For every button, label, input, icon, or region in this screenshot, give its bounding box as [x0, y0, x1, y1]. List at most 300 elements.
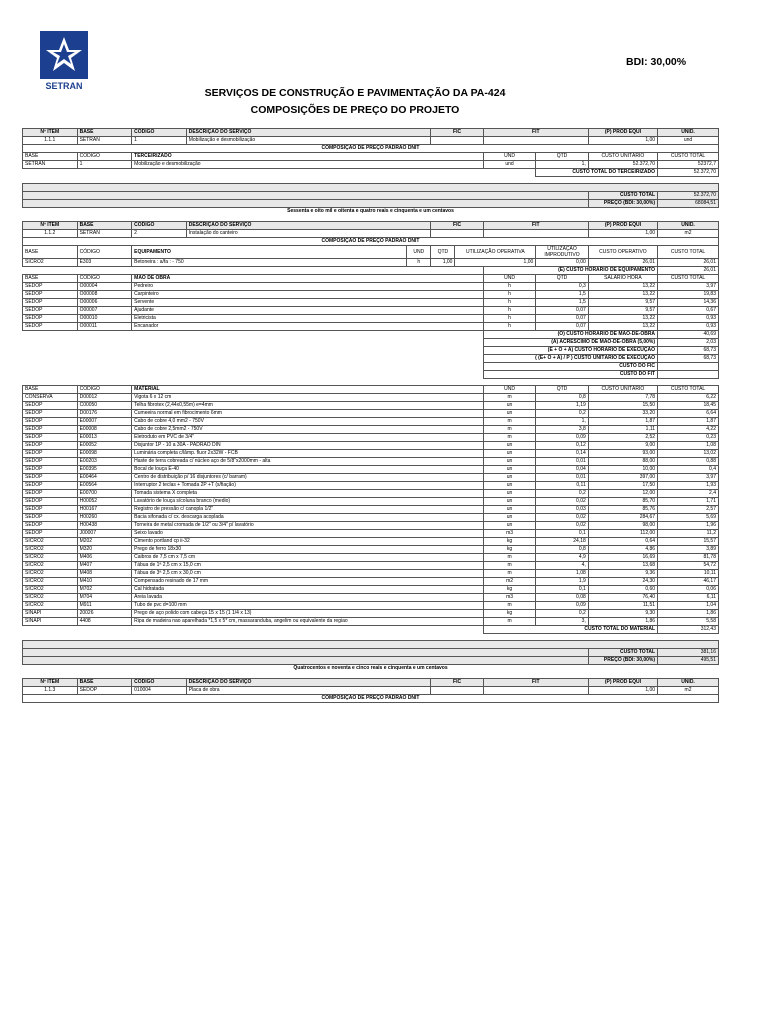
table-cell: UTILIZAÇÃO OPERATIVA: [455, 246, 536, 259]
table-cell: [483, 137, 588, 145]
table-cell: Tábua de 1ª 2,5 cm x 15,0 cm: [132, 562, 484, 570]
table-cell: FIC: [431, 222, 483, 230]
table-cell: UNID.: [658, 222, 719, 230]
table-cell: un: [483, 506, 535, 514]
table-cell: H00260: [77, 514, 132, 522]
table-cell: 52.372,70: [658, 192, 719, 200]
material-row: [23, 450, 719, 458]
table-cell: [431, 230, 483, 238]
table-cell: 495,51: [658, 657, 719, 665]
table-cell: 81,78: [658, 554, 719, 562]
table-cell: COMPOSIÇÃO DE PREÇO PADRÃO DNIT: [23, 145, 719, 153]
table-cell: CUSTO TOTAL: [658, 275, 719, 283]
material-row: [23, 538, 719, 546]
table-cell: SICRO2: [23, 594, 78, 602]
table-cell: CUSTO TOTAL: [588, 192, 657, 200]
table-cell: M704: [77, 594, 132, 602]
table-cell: Telha fibrotex (2,44x0,55m) e=4mm: [132, 402, 484, 410]
table-cell: CUSTO DO FIT: [483, 371, 657, 379]
table-cell: FIT: [483, 129, 588, 137]
table-cell: 3,97: [658, 283, 719, 291]
table-cell: un: [483, 466, 535, 474]
price-in-words: Quatrocentos e noventa e cinco reais e cinquenta e um centavos: [293, 665, 448, 671]
table-cell: 0,11: [536, 482, 588, 490]
table-cell: 0,1: [536, 586, 588, 594]
table-cell: E00007: [77, 418, 132, 426]
page-subtitle: COMPOSIÇÕES DE PREÇO DO PROJETO: [250, 104, 460, 116]
table-cell: SICRO2: [23, 570, 78, 578]
table-cell: un: [483, 450, 535, 458]
table-cell: SETRAN: [77, 230, 132, 238]
table-cell: 3,97: [658, 474, 719, 482]
table-cell: 6,11: [658, 594, 719, 602]
table-cell: SEDOP: [23, 450, 78, 458]
table-cell: 1,87: [588, 418, 657, 426]
table-cell: 15,57: [658, 538, 719, 546]
table-cell: BASE: [77, 222, 132, 230]
table-cell: 1,: [536, 161, 588, 169]
table-cell: 1,00: [588, 687, 657, 695]
table-cell: 0,09: [536, 602, 588, 610]
labor-header-row: [23, 275, 719, 283]
material-row: [23, 530, 719, 538]
table-cell: [483, 230, 588, 238]
table-cell: 2,4: [658, 490, 719, 498]
table-cell: 1,00: [588, 230, 657, 238]
table-cell: 26,01: [658, 267, 719, 275]
summary-price-row: [23, 200, 719, 208]
material-row: [23, 482, 719, 490]
table-cell: m2: [658, 230, 719, 238]
table-cell: 397,00: [588, 474, 657, 482]
table-cell: Cabo de cobre 4,0 mm2 - 750V: [132, 418, 484, 426]
table-cell: BASE: [77, 129, 132, 137]
price-in-words: Sessenta e oito mil e oitenta e quatro reais e cinquenta e um centavos: [287, 208, 454, 214]
material-row: [23, 570, 719, 578]
table-cell: [23, 192, 589, 200]
fic-row: [23, 363, 719, 371]
table-cell: M410: [77, 578, 132, 586]
spacer-row: [23, 177, 719, 184]
table-cell: 2,03: [658, 339, 719, 347]
table-cell: 5,69: [658, 514, 719, 522]
material-row: [23, 610, 719, 618]
table-cell: SEDOP: [77, 687, 132, 695]
table-cell: m3: [483, 594, 535, 602]
table-cell: QTD: [431, 246, 455, 259]
table-cell: 0,03: [536, 506, 588, 514]
table-cell: 20026: [77, 610, 132, 618]
table-cell: D00012: [77, 394, 132, 402]
table-cell: 14,36: [658, 299, 719, 307]
table-cell: 4,9: [536, 554, 588, 562]
table-cell: 284,67: [588, 514, 657, 522]
table-cell: [23, 649, 589, 657]
table-cell: 0,02: [536, 498, 588, 506]
table-cell: 1,08: [536, 570, 588, 578]
labor-row: [23, 323, 719, 331]
table-cell: 26,01: [658, 259, 719, 267]
table-cell: SEDOP: [23, 434, 78, 442]
material-row: [23, 602, 719, 610]
table-cell: SEDOP: [23, 530, 78, 538]
table-cell: CODIGO: [132, 129, 187, 137]
table-cell: Nº ITEM: [23, 679, 78, 687]
table-cell: Vigota 6 x 12 cm: [132, 394, 484, 402]
table-cell: BASE: [23, 246, 78, 259]
table-cell: MÃO DE OBRA: [132, 275, 484, 283]
table-cell: 9,36: [588, 570, 657, 578]
table-cell: H00167: [77, 506, 132, 514]
table-cell: Cabo de cobre 2,5mm2 - 750V: [132, 426, 484, 434]
table-cell: 0,07: [536, 323, 588, 331]
table-cell: SETRAN: [23, 161, 78, 169]
table-cell: 4,86: [588, 546, 657, 554]
table-cell: m2: [483, 578, 535, 586]
table-cell: [23, 331, 484, 339]
table-cell: Centro de distribuição p/ 16 disjuntores (c/ barram): [132, 474, 484, 482]
table-cell: (P) PROD EQUI: [588, 222, 657, 230]
material-row: [23, 410, 719, 418]
table-cell: m2: [658, 687, 719, 695]
table-cell: Prego de ferro 18x30: [132, 546, 484, 554]
table-cell: 13,22: [588, 283, 657, 291]
table-cell: 6,64: [658, 410, 719, 418]
execution-unit-row: [23, 355, 719, 363]
table-cell: 4,: [536, 562, 588, 570]
table-cell: 54,72: [658, 562, 719, 570]
table-cell: 10,11: [658, 570, 719, 578]
table-cell: Compensado resinado de 17 mm: [132, 578, 484, 586]
table-cell: Pedreiro: [132, 283, 484, 291]
labor-row: [23, 291, 719, 299]
table-cell: [431, 687, 483, 695]
table-cell: SINAPI: [23, 610, 78, 618]
material-row: [23, 426, 719, 434]
table-cell: M320: [77, 546, 132, 554]
table-cell: Servente: [132, 299, 484, 307]
table-cell: 1,00: [588, 137, 657, 145]
equipment-row: [23, 259, 719, 267]
table-cell: 1,86: [588, 618, 657, 626]
material-row: [23, 618, 719, 626]
table-cell: SEDOP: [23, 466, 78, 474]
table-cell: SEDOP: [23, 482, 78, 490]
summary-spacer-row: [23, 184, 719, 192]
table-cell: 24,18: [536, 538, 588, 546]
table-cell: 0,8: [536, 546, 588, 554]
table-cell: SEDOP: [23, 442, 78, 450]
table-cell: Prego de aço polido com cabeça 15 x 15 (1 1/4 x 13): [132, 610, 484, 618]
table-cell: 3,: [536, 618, 588, 626]
table-cell: 1,5: [536, 299, 588, 307]
table-cell: [23, 184, 719, 192]
table-cell: 0,07: [536, 315, 588, 323]
material-row: [23, 586, 719, 594]
material-header-row: [23, 386, 719, 394]
table-cell: kg: [483, 610, 535, 618]
table-cell: (E) CUSTO HORÁRIO DE EQUIPAMENTO: [483, 267, 657, 275]
table-cell: O00010: [77, 315, 132, 323]
table-cell: 1,19: [536, 402, 588, 410]
composition-table: [22, 128, 719, 703]
table-cell: SEDOP: [23, 323, 78, 331]
table-cell: CUSTO TOTAL: [658, 246, 719, 259]
table-cell: 12,00: [588, 490, 657, 498]
table-cell: [23, 177, 719, 184]
table-cell: 52.372,70: [658, 169, 719, 177]
material-row: [23, 554, 719, 562]
table-cell: Haste de terra cobreada c/ núcleo aço de 5/8"x2000mm - alta: [132, 458, 484, 466]
summary-price-row: [23, 657, 719, 665]
table-cell: kg: [483, 546, 535, 554]
table-cell: 11,51: [588, 602, 657, 610]
table-cell: Torneira de metal cromada de 1/2" ou 3/4" p/ lavatório: [132, 522, 484, 530]
table-cell: 13,22: [588, 315, 657, 323]
table-cell: m: [483, 426, 535, 434]
table-cell: SICRO2: [23, 578, 78, 586]
table-cell: 3,89: [658, 546, 719, 554]
table-cell: Mobilização e desmobilização: [186, 137, 431, 145]
table-cell: BASE: [23, 386, 78, 394]
table-cell: Registro de pressão c/ canopla 1/2": [132, 506, 484, 514]
table-cell: M406: [77, 554, 132, 562]
table-cell: 7,78: [588, 394, 657, 402]
table-cell: COMPOSIÇÃO DE PREÇO PADRÃO DNIT: [23, 695, 719, 703]
table-cell: MATERIAL: [132, 386, 484, 394]
table-cell: 1.1.1: [23, 137, 78, 145]
table-cell: 24,30: [588, 578, 657, 586]
table-cell: (O) CUSTO HORÁRIO DE MÃO-DE-OBRA: [483, 331, 657, 339]
labor-row: [23, 307, 719, 315]
summary-total-row: [23, 192, 719, 200]
table-cell: un: [483, 410, 535, 418]
table-cell: Instalação do canteiro: [186, 230, 431, 238]
table-cell: 1,71: [658, 498, 719, 506]
table-cell: E00098: [77, 450, 132, 458]
table-cell: 381,16: [658, 649, 719, 657]
table-cell: BASE: [23, 275, 78, 283]
table-cell: E303: [77, 259, 132, 267]
table-cell: CÓDIGO: [77, 246, 132, 259]
table-cell: D00176: [77, 410, 132, 418]
table-cell: [23, 379, 719, 386]
labor-row: [23, 283, 719, 291]
table-cell: Cal hidratada: [132, 586, 484, 594]
equipment-header-row: [23, 246, 719, 259]
table-cell: O00006: [77, 299, 132, 307]
item-header-row: [23, 679, 719, 687]
composition-title-row: [23, 238, 719, 246]
table-cell: 0,23: [658, 434, 719, 442]
table-cell: O00011: [77, 323, 132, 331]
table-cell: SEDOP: [23, 291, 78, 299]
table-cell: (A) ACRESCIMO DE MÃO-DE-OBRA (5,00%): [483, 339, 657, 347]
table-cell: und: [483, 161, 535, 169]
table-cell: SEDOP: [23, 410, 78, 418]
material-row: [23, 514, 719, 522]
table-cell: 18,45: [658, 402, 719, 410]
table-cell: E00564: [77, 482, 132, 490]
item-header-row: [23, 222, 719, 230]
table-cell: CUSTO TOTAL: [588, 649, 657, 657]
setran-logo: [40, 31, 88, 93]
table-cell: [23, 641, 719, 649]
table-cell: E00395: [77, 466, 132, 474]
table-cell: UTILIZAÇÃO IMPRODUTIVO: [536, 246, 588, 259]
material-row: [23, 522, 719, 530]
table-cell: 76,40: [588, 594, 657, 602]
table-cell: CÓDIGO: [77, 386, 132, 394]
table-cell: m: [483, 570, 535, 578]
table-cell: SALARIO HORA: [588, 275, 657, 283]
table-cell: Interruptor 2 teclas + Tomada 2P +T (s/fiação): [132, 482, 484, 490]
material-row: [23, 506, 719, 514]
material-row: [23, 562, 719, 570]
table-cell: (P) PROD EQUI: [588, 129, 657, 137]
table-cell: BASE: [77, 679, 132, 687]
table-cell: H00438: [77, 522, 132, 530]
table-cell: kg: [483, 586, 535, 594]
table-cell: 88,00: [588, 458, 657, 466]
table-cell: 15,50: [588, 402, 657, 410]
table-cell: SEDOP: [23, 299, 78, 307]
table-cell: DESCRIÇÃO DO SERVIÇO: [186, 222, 431, 230]
table-cell: m: [483, 562, 535, 570]
table-cell: SEDOP: [23, 418, 78, 426]
terceirizado-row: [23, 161, 719, 169]
table-cell: 0,64: [588, 538, 657, 546]
table-cell: un: [483, 474, 535, 482]
table-cell: 1,: [536, 418, 588, 426]
material-row: [23, 402, 719, 410]
table-cell: [23, 169, 536, 177]
item-row: [23, 687, 719, 695]
table-cell: [483, 687, 588, 695]
table-cell: 0,3: [536, 283, 588, 291]
table-cell: CUSTO DO FIC: [483, 363, 657, 371]
table-cell: 0,07: [536, 307, 588, 315]
table-cell: SEDOP: [23, 514, 78, 522]
terceirizado-total-row: [23, 169, 719, 177]
table-cell: [658, 363, 719, 371]
material-row: [23, 490, 719, 498]
table-cell: 13,22: [588, 291, 657, 299]
table-cell: UNID.: [658, 129, 719, 137]
table-cell: 1,87: [658, 418, 719, 426]
table-cell: FIT: [483, 222, 588, 230]
table-cell: SICRO2: [23, 562, 78, 570]
table-cell: h: [483, 299, 535, 307]
table-cell: QTD: [536, 275, 588, 283]
table-cell: CUSTO TOTAL: [658, 153, 719, 161]
table-cell: SEDOP: [23, 458, 78, 466]
table-cell: [23, 347, 484, 355]
table-cell: UND: [483, 153, 535, 161]
table-cell: SEDOP: [23, 307, 78, 315]
table-cell: 1,00: [431, 259, 455, 267]
table-cell: E00203: [77, 458, 132, 466]
table-cell: SEDOP: [23, 283, 78, 291]
table-cell: UNID.: [658, 679, 719, 687]
table-cell: h: [483, 283, 535, 291]
table-cell: Eletroduto em PVC de 3/4": [132, 434, 484, 442]
table-cell: M407: [77, 562, 132, 570]
table-cell: h: [407, 259, 431, 267]
table-cell: DESCRIÇÃO DO SERVIÇO: [186, 679, 431, 687]
table-cell: 6,22: [658, 394, 719, 402]
table-cell: O00007: [77, 307, 132, 315]
table-cell: C00050: [77, 402, 132, 410]
table-cell: UND: [483, 275, 535, 283]
table-cell: SEDOP: [23, 490, 78, 498]
table-cell: Cimento portland cp ii-32: [132, 538, 484, 546]
table-cell: Lavatório de louça s/coluna branco (medio): [132, 498, 484, 506]
table-cell: 9,57: [588, 307, 657, 315]
table-cell: CUSTO OPERATIVO: [588, 246, 657, 259]
table-cell: 1: [132, 137, 187, 145]
table-cell: SEDOP: [23, 402, 78, 410]
table-cell: 19,83: [658, 291, 719, 299]
table-cell: un: [483, 458, 535, 466]
table-cell: 1,96: [658, 522, 719, 530]
table-cell: [658, 371, 719, 379]
table-cell: Tubo de pvc d=100 mm: [132, 602, 484, 610]
table-cell: ( (E+ O + A) / P ) CUSTO UNITÁRIO DE EXECUÇÃO: [483, 355, 657, 363]
table-cell: E00008: [77, 426, 132, 434]
table-cell: SINAPI: [23, 618, 78, 626]
table-cell: 0,01: [536, 474, 588, 482]
table-cell: UND: [483, 386, 535, 394]
table-cell: un: [483, 498, 535, 506]
table-cell: Eletricista: [132, 315, 484, 323]
table-cell: 98,00: [588, 522, 657, 530]
table-cell: 0,12: [536, 442, 588, 450]
table-cell: BASE: [23, 153, 78, 161]
table-cell: PREÇO (BDI: 30,00%): [588, 200, 657, 208]
execution-hourly-row: [23, 347, 719, 355]
table-cell: SEDOP: [23, 315, 78, 323]
table-cell: 9,57: [588, 299, 657, 307]
table-cell: 85,76: [588, 506, 657, 514]
fit-row: [23, 371, 719, 379]
table-cell: E00052: [77, 442, 132, 450]
price-in-words-row: [23, 208, 719, 216]
table-cell: 13,22: [588, 323, 657, 331]
table-cell: 0,09: [536, 434, 588, 442]
table-cell: FIT: [483, 679, 588, 687]
table-cell: m: [483, 554, 535, 562]
table-cell: 13,02: [658, 450, 719, 458]
table-cell: CÓDIGO: [77, 153, 132, 161]
table-cell: 52.372,70: [588, 161, 657, 169]
table-cell: SICRO2: [23, 259, 78, 267]
table-cell: 1: [77, 161, 132, 169]
table-cell: 2,57: [658, 506, 719, 514]
table-cell: J00007: [77, 530, 132, 538]
table-cell: Seixo lavado: [132, 530, 484, 538]
material-row: [23, 578, 719, 586]
table-cell: Bocal de louça E-40: [132, 466, 484, 474]
table-cell: 0,01: [536, 458, 588, 466]
table-cell: Mobilização e desmobilização: [132, 161, 484, 169]
table-cell: 1,11: [588, 426, 657, 434]
table-body: [23, 129, 719, 703]
table-cell: O00004: [77, 283, 132, 291]
logo-text: SETRAN: [45, 81, 83, 91]
table-cell: Nº ITEM: [23, 222, 78, 230]
table-cell: [23, 657, 589, 665]
